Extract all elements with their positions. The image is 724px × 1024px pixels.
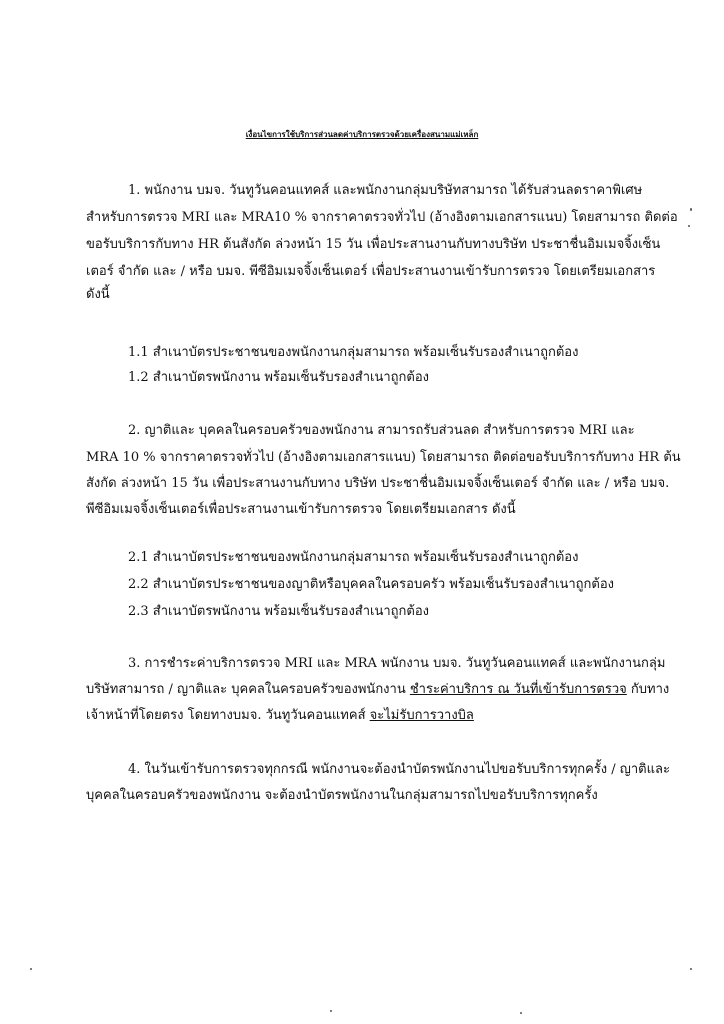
- section4-line2: บุคคลในครอบครัวของพนักงาน จะต้องนำบัตรพนักงานในกลุ่มสามารถไปขอรับบริการทุกครั้ง: [86, 788, 598, 803]
- list-item-2-1: 2.1 สำเนาบัตรประชาชนของพนักงานกลุ่มสามารถ พร้อมเซ็นรับรองสำเนาถูกต้อง: [128, 550, 579, 565]
- list-item-2-3: 2.3 สำเนาบัตรพนักงาน พร้อมเซ็นรับรองสำเนาถูกต้อง: [128, 604, 429, 619]
- payment-on-visit-underlined: ชำระค่าบริการ ณ วันที่เข้ารับการตรวจ: [409, 682, 627, 697]
- section1-line5: ดังนี้: [86, 287, 110, 302]
- section1-line4: เตอร์ จำกัด และ / หรือ บมจ. พีซีอิมเมจจิ้งเซ็นเตอร์ เพื่อประสานงานเข้ารับการตรวจ โดยเตรียมเอกสาร: [86, 264, 656, 279]
- section2-line3: สังกัด ล่วงหน้า 15 วัน เพื่อประสานงานกับทาง บริษัท ประชาชื่นอิมเมจจิ้งเซ็นเตอร์ จำกัด และ / หรือ บมจ.: [86, 476, 670, 491]
- no-billing-underlined: จะไม่รับการวางบิล: [369, 708, 474, 723]
- section1-line1: 1. พนักงาน บมจ. วันทูวันคอนแทคส์ และพนักงานกลุ่มบริษัทสามารถ ได้รับส่วนลดราคาพิเศษ: [128, 183, 643, 198]
- section4-line1: 4. ในวันเข้ารับการตรวจทุกกรณี พนักงานจะต้องนำบัตรพนักงานไปขอรับบริการทุกครั้ง / ญาติและ: [128, 762, 670, 777]
- section3-line3: [86, 708, 474, 724]
- section3-line2-text: บริษัทสามารถ / ญาติและ บุคคลในครอบครัวของพนักงาน: [86, 682, 410, 697]
- scan-speck: [690, 208, 692, 211]
- scan-speck: [30, 968, 32, 970]
- section3-line2-tail: กับทาง: [626, 682, 670, 697]
- section2-line4: พีซีอิมเมจจิ้งเซ็นเตอร์เพื่อประสานงานเข้ารับการตรวจ โดยเตรียมเอกสาร ดังนี้: [86, 502, 516, 517]
- scan-speck: [690, 968, 692, 970]
- list-item-1-1: 1.1 สำเนาบัตรประชาชนของพนักงานกลุ่มสามารถ พร้อมเซ็นรับรองสำเนาถูกต้อง: [128, 345, 579, 360]
- section2-line1: 2. ญาติและ บุคคลในครอบครัวของพนักงาน สามารถรับส่วนลด สำหรับการตรวจ MRI และ: [128, 423, 635, 438]
- scan-speck: [520, 1012, 522, 1014]
- section3-line1: 3. การชำระค่าบริการตรวจ MRI และ MRA พนักงาน บมจ. วันทูวันคอนแทคส์ และพนักงานกลุ่ม: [128, 656, 666, 671]
- section2-line2: MRA 10 % จากราคาตรวจทั่วไป (อ้างอิงตามเอกสารแนบ) โดยสามารถ ติดต่อขอรับบริการกับทาง HR ต้น: [86, 450, 681, 465]
- scan-speck: [688, 225, 690, 227]
- section3-line2: [86, 682, 669, 698]
- section1-line2: สำหรับการตรวจ MRI และ MRA10 % จากราคาตรวจทั่วไป (อ้างอิงตามเอกสารแนบ) โดยสามารถ ติดต่อ: [86, 210, 678, 225]
- list-item-1-2: 1.2 สำเนาบัตรพนักงาน พร้อมเซ็นรับรองสำเนาถูกต้อง: [128, 370, 429, 385]
- section1-line3: ขอรับบริการกับทาง HR ต้นสังกัด ล่วงหน้า 15 วัน เพื่อประสานงานกับทางบริษัท ประชาชื่นอิมเมจจิ้งเซ็น: [86, 237, 661, 252]
- section3-line3-text: เจ้าหน้าที่โดยตรง โดยทางบมจ. วันทูวันคอนแทคส์: [86, 708, 370, 723]
- scan-speck: [330, 1010, 332, 1012]
- document-title: เงื่อนไขการใช้บริการส่วนลดค่าบริการตรวจด้วยเครื่องสนามแม่เหล็ก: [245, 129, 479, 139]
- list-item-2-2: 2.2 สำเนาบัตรประชาชนของญาติหรือบุคคลในครอบครัว พร้อมเซ็นรับรองสำเนาถูกต้อง: [128, 577, 614, 592]
